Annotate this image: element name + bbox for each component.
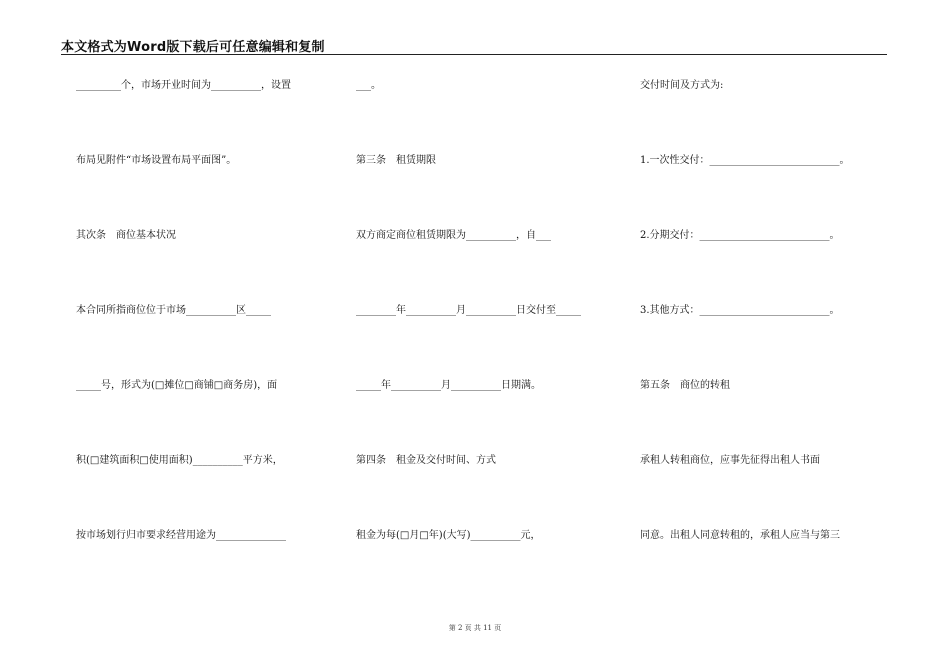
text-line: 第五条 商位的转租	[640, 380, 730, 391]
text-line: 租金为每(□月□年)(大写)__________元，	[356, 530, 541, 541]
text-line: 双方商定商位租赁期限为__________，自___	[356, 230, 551, 241]
text-line: 其次条 商位基本状况	[76, 230, 176, 241]
text-line: _____号，形式为(□摊位□商铺□商务房)，面	[76, 380, 278, 391]
text-line: 承租人转租商位，应事先征得出租人书面	[640, 455, 820, 466]
text-line: _____年__________月__________日期满。	[356, 380, 541, 391]
text-line: 1.一次性交付：__________________________。	[640, 155, 850, 166]
text-line: 积(□建筑面积□使用面积)__________平方米，	[76, 455, 283, 466]
text-line: 布局见附件“市场设置布局平面图”。	[76, 155, 237, 166]
text-line: 第三条 租赁期限	[356, 155, 436, 166]
text-line: 同意。出租人同意转租的，承租人应当与第三	[640, 530, 840, 541]
page-header	[61, 36, 887, 55]
text-line: _________个，市场开业时间为__________，设置	[76, 80, 291, 91]
text-line: 按市场划行归市要求经营用途为______________	[76, 530, 286, 541]
header-title: 本文格式为Word版下载后可任意编辑和复制	[61, 40, 325, 55]
text-line: 交付时间及方式为:	[640, 80, 724, 91]
text-line: 第四条 租金及交付时间、方式	[356, 455, 496, 466]
page-number: 第 2 页 共 11 页	[448, 624, 502, 632]
text-line: 本合同所指商位位于市场__________区_____	[76, 305, 271, 316]
text-line: 2.分期交付：__________________________。	[640, 230, 840, 241]
text-line: 3.其他方式：__________________________。	[640, 305, 840, 316]
text-line: ___。	[356, 80, 381, 91]
text-line: ________年__________月__________日交付至_____	[356, 305, 581, 316]
